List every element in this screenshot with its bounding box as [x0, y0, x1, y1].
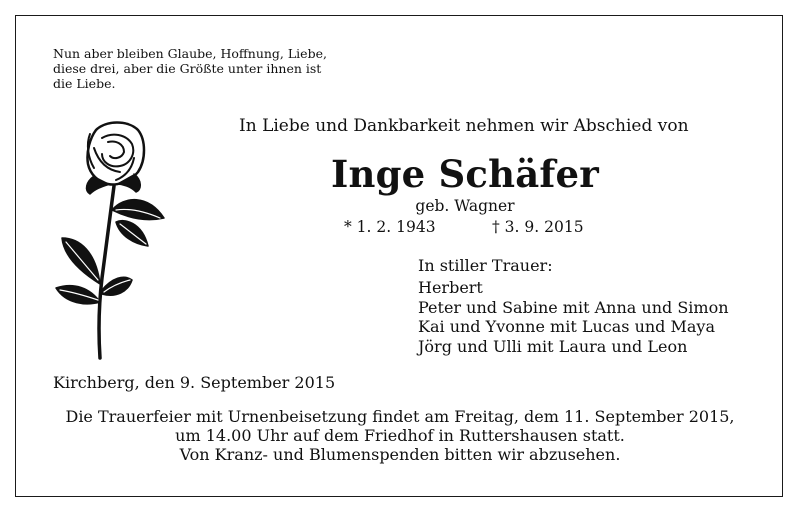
birth-name: geb. Wagner — [415, 197, 515, 215]
service-line: um 14.00 Uhr auf dem Friedhof in Ruttershausen statt. — [175, 426, 625, 445]
intro-line: In Liebe und Dankbarkeit nehmen wir Abschied von — [239, 116, 689, 136]
mourners-list — [418, 278, 729, 356]
bible-quote — [53, 46, 327, 91]
list-item: Herbert — [418, 278, 483, 297]
quote-line: die Liebe. — [53, 76, 116, 91]
place-date: Kirchberg, den 9. September 2015 — [53, 373, 336, 392]
deceased-name: Inge Schäfer — [331, 152, 599, 196]
list-item: Kai und Yvonne mit Lucas und Maya — [418, 317, 715, 336]
quote-line: diese drei, aber die Größte unter ihnen ist — [53, 61, 322, 76]
list-item: Peter und Sabine mit Anna und Simon — [418, 297, 729, 317]
list-item: Jörg und Ulli mit Laura und Leon — [418, 336, 688, 356]
death-date: † 3. 9. 2015 — [492, 218, 584, 236]
service-line: Von Kranz- und Blumenspenden bitten wir abzusehen. — [179, 445, 621, 464]
birth-date: * 1. 2. 1943 — [344, 218, 436, 236]
mourners-label: In stiller Trauer: — [418, 256, 553, 275]
service-line: Die Trauerfeier mit Urnenbeisetzung findet am Freitag, dem 11. September 2015, — [65, 407, 735, 426]
service-info — [0, 407, 800, 464]
quote-line: Nun aber bleiben Glaube, Hoffnung, Liebe, — [53, 46, 327, 61]
